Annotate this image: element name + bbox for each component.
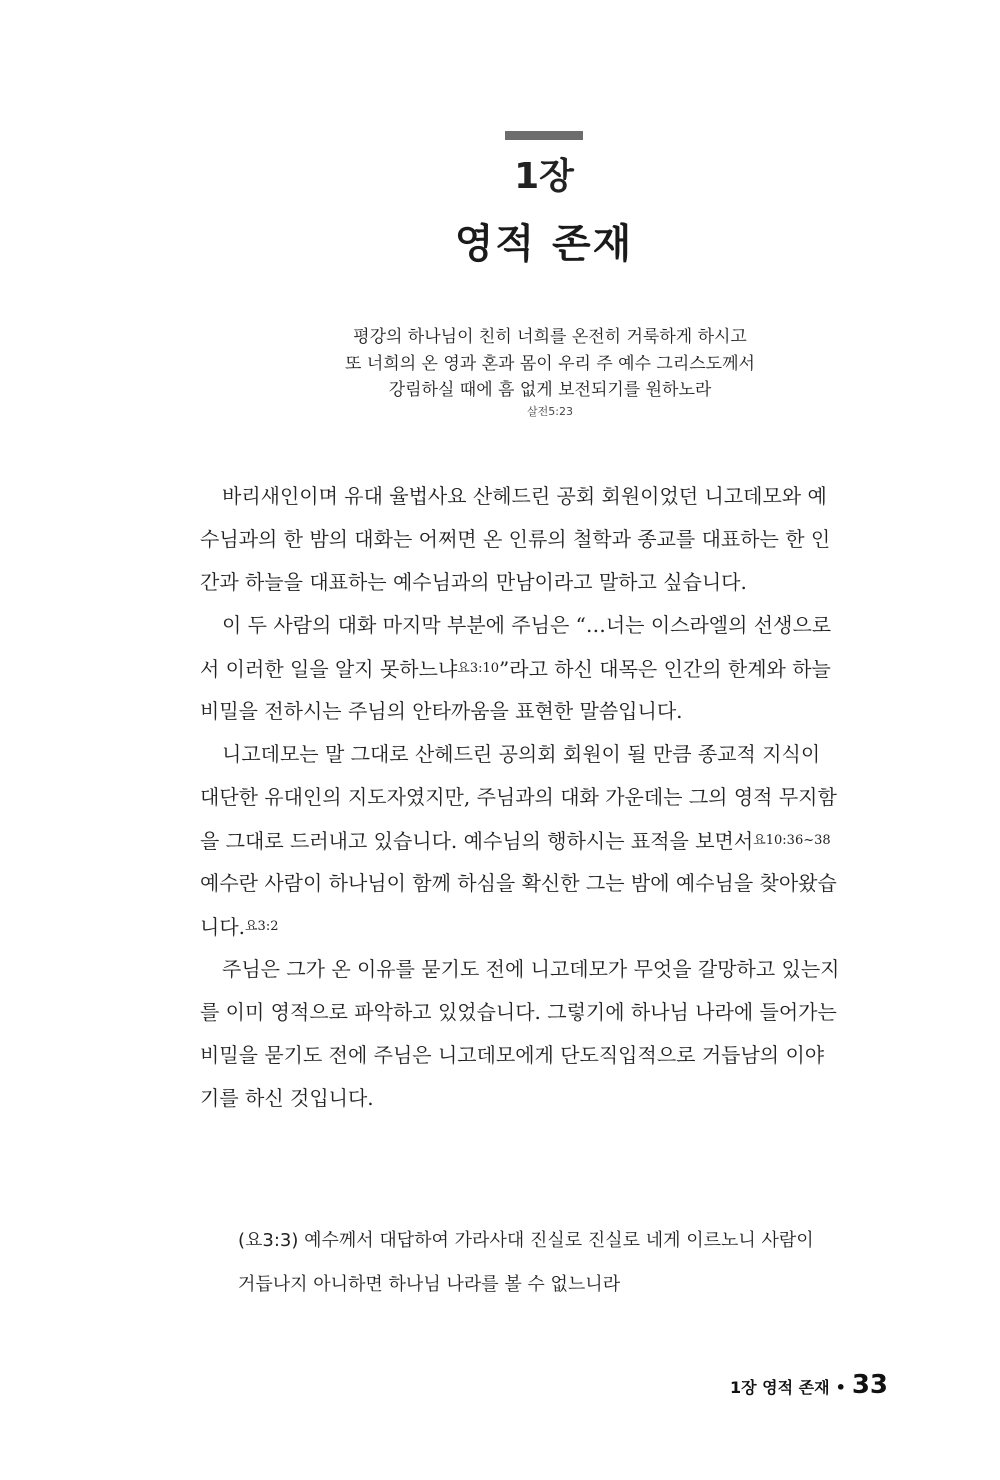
body-line: 를 이미 영적으로 파악하고 있었습니다. 그렇기에 하나님 나라에 들어가는 [200,1000,837,1024]
epigraph-reference: 살전5:23 [527,404,573,418]
scripture-citation: 요3:2 [245,919,279,934]
body-line: 바리새인이며 유대 율법사요 산헤드린 공회 회원이었던 니고데모와 예 [222,484,827,508]
bullet-separator: • [835,1378,846,1397]
quote-line: 거듭나지 아니하면 하나님 나라를 볼 수 없느니라 [238,1274,621,1295]
body-line: 비밀을 전하시는 주님의 안타까움을 표현한 말씀입니다. [200,699,683,723]
body-line: 이 두 사람의 대화 마지막 부분에 주님은 “…너는 이스라엘의 선생으로 [222,613,832,637]
epigraph [300,324,800,420]
page-number: 33 [851,1370,888,1400]
chapter-number: 1장 [514,156,574,197]
body-line [200,905,890,948]
scripture-quote [238,1219,888,1307]
running-title: 1장 영적 존재 [730,1378,830,1397]
quote-line: (요3:3) 예수께서 대답하여 가라사대 진실로 진실로 네게 이르노니 사람이 [238,1230,814,1251]
body-line: 비밀을 묻기도 전에 주님은 니고데모에게 단도직입적으로 거듭남의 이야 [200,1043,825,1067]
body-text [200,475,890,1120]
epigraph-line: 평강의 하나님이 친히 너희를 온전히 거룩하게 하시고 [353,327,747,347]
epigraph-line: 강림하실 때에 흠 없게 보전되기를 원하노라 [388,380,712,400]
body-line [200,647,890,690]
body-line: 수님과의 한 밤의 대화는 어쩌면 온 인류의 철학과 종교를 대표하는 한 인 [200,527,831,551]
page-footer [730,1370,888,1400]
body-text-segment: 을 그대로 드러내고 있습니다. 예수님의 행하시는 표적을 보면서 [200,829,754,853]
scripture-citation: 요3:10 [457,661,500,676]
body-line: 대단한 유대인의 지도자였지만, 주님과의 대화 가운데는 그의 영적 무지함 [200,785,837,809]
chapter-bar [505,131,583,140]
body-line: 주님은 그가 온 이유를 묻기도 전에 니고데모가 무엇을 갈망하고 있는지 [222,957,840,981]
body-line: 예수란 사람이 하나님이 함께 하심을 확신한 그는 밤에 예수님을 찾아왔습 [200,871,837,895]
body-line: 간과 하늘을 대표하는 예수님과의 만남이라고 말하고 싶습니다. [200,570,747,594]
scripture-citation: 요10:36~38 [753,833,831,848]
body-line [200,819,890,862]
epigraph-line: 또 너희의 온 영과 혼과 몸이 우리 주 예수 그리스도께서 [345,353,755,374]
body-text-segment: 서 이러한 일을 알지 못하느냐 [200,657,458,681]
body-line: 기를 하신 것입니다. [200,1086,374,1110]
body-text-segment: ”라고 하신 대목은 인간의 한계와 하늘 [499,657,831,681]
body-line: 니고데모는 말 그대로 산헤드린 공의회 회원이 될 만큼 종교적 지식이 [222,742,821,766]
chapter-title: 영적 존재 [454,221,634,267]
body-text-segment: 니다. [200,915,245,939]
